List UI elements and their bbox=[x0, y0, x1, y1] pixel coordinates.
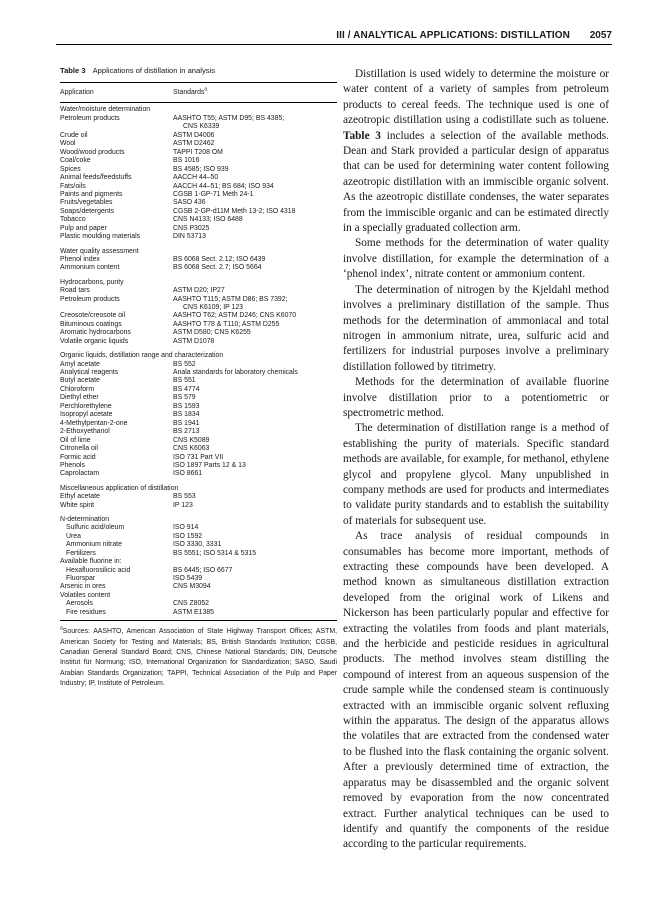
table-row bbox=[60, 592, 337, 600]
table-row bbox=[60, 140, 337, 148]
table-cell-application: Perchlorethylene bbox=[60, 402, 112, 410]
paragraph bbox=[343, 67, 609, 236]
table-cell-application: Road tars bbox=[60, 287, 90, 295]
table-bottom-rule bbox=[60, 620, 337, 621]
table-row bbox=[60, 411, 337, 419]
table-cell-application: Ammonium nitrate bbox=[66, 541, 122, 549]
table-row bbox=[60, 329, 337, 337]
table-column-headers bbox=[60, 83, 337, 102]
table-section-heading: Water quality assessment bbox=[60, 247, 139, 255]
table-row bbox=[60, 256, 337, 264]
table-section-heading: Hydrocarbons, purity bbox=[60, 278, 124, 286]
table-cell-standards: BS 2713 bbox=[173, 428, 200, 436]
table-row bbox=[60, 524, 337, 532]
table-cell-standards: CNS Z8052 bbox=[173, 600, 210, 608]
table-cell-standards: BS 1834 bbox=[173, 411, 200, 419]
table-cell-standards: BS 552 bbox=[173, 360, 196, 368]
table-row bbox=[60, 420, 337, 428]
table-row bbox=[60, 361, 337, 369]
table-cell-application: Sulfuric acid/oleum bbox=[66, 524, 125, 532]
table-cell-application: Arsenic in ores bbox=[60, 583, 106, 591]
table-cell-standards: BS 579 bbox=[173, 394, 196, 402]
table-row bbox=[60, 123, 337, 131]
table-cell-application: Diethyl ether bbox=[60, 394, 99, 402]
table-cell-application: Pulp and paper bbox=[60, 224, 107, 232]
table-cell-standards: BS 553 bbox=[173, 493, 196, 501]
table-row bbox=[60, 183, 337, 191]
footnote-marker: a bbox=[60, 625, 63, 632]
table-cell-application: White spirit bbox=[60, 501, 95, 509]
table-row bbox=[60, 386, 337, 394]
table-cell-standards bbox=[173, 558, 337, 566]
table-label: Table 3 bbox=[60, 66, 86, 75]
table-cell-application: Crude oil bbox=[60, 131, 88, 139]
column-header-footnote-marker: a bbox=[204, 86, 208, 93]
table-row bbox=[60, 321, 337, 329]
table-cell-standards: ISO 914 bbox=[173, 524, 199, 532]
paragraph: The determination of distillation range is a method of establishing the purity of materials. Specific standard methods are available, for example, for methanol, ethylene glycol and propylene glycol. Many unpublished in company methods are used for products and intermediates to validate purity standards and to establish the suitability of materials for subsequent use. bbox=[343, 422, 609, 527]
table-cell-application: Aromatic hydrocarbons bbox=[60, 329, 131, 337]
running-head: III / ANALYTICAL APPLICATIONS: DISTILLATION bbox=[336, 30, 570, 41]
table-cell-standards: CGSB 1-GP-71 Meth 24-1 bbox=[173, 190, 254, 198]
table-cell-application: Petroleum products bbox=[60, 114, 120, 122]
table-cell-application: Aerosols bbox=[66, 600, 93, 608]
table-cell-application: Butyl acetate bbox=[60, 377, 100, 385]
table-cell-application: Paints and pigments bbox=[60, 190, 123, 198]
table-cell-application: Fire residues bbox=[66, 608, 106, 616]
table-cell-application: Petroleum products bbox=[60, 295, 120, 303]
table-cell-application: Spices bbox=[60, 165, 81, 173]
table-cell-standards: ISO 5439 bbox=[173, 575, 203, 582]
table-cell-standards: CGSB 2-GP-d11M Meth 13-2; ISO 4318 bbox=[173, 207, 296, 215]
table-row bbox=[60, 225, 337, 233]
table-row bbox=[60, 558, 337, 566]
body-text-column bbox=[343, 67, 609, 853]
table-cell-standards: BS 6068 Sect. 2.7; ISO 5664 bbox=[173, 264, 262, 272]
table-footnote bbox=[60, 627, 337, 689]
table-cell-standards: SASO 436 bbox=[173, 199, 206, 207]
table-cell-application: Ammonium content bbox=[60, 264, 120, 272]
table-cell-standards: ASTM D20; IP27 bbox=[173, 287, 225, 295]
table-cell-application: 2-Ethoxyethanol bbox=[60, 428, 110, 436]
table-row bbox=[60, 132, 337, 140]
table-cell-application: Tobacco bbox=[60, 216, 86, 224]
table-cell-standards bbox=[173, 592, 337, 600]
paragraph: The determination of nitrogen by the Kjeldahl method involves a preliminary distillation of the sample. Thus methods for the determination of ammoniacal and total nitrogen in ammonium nitrate, urea, sulfuric acid and fertilizers for industrial purposes involve a preliminary distillation followed by titrimetry. bbox=[343, 283, 609, 373]
table-row bbox=[60, 583, 337, 591]
column-header-standards bbox=[173, 86, 337, 97]
table-row bbox=[60, 600, 337, 608]
table-cell-standards: ISO 3330, 3331 bbox=[173, 541, 222, 549]
table-cell-application: Citronella oil bbox=[60, 445, 98, 453]
table-cell-standards: DIN 53713 bbox=[173, 233, 206, 241]
table-row bbox=[60, 157, 337, 165]
table-row bbox=[60, 575, 337, 583]
table-cell-standards: BS 5551; ISO 5314 & 5315 bbox=[173, 549, 257, 557]
table-cell-standards: AACCH 44–51; BS 684; ISO 934 bbox=[173, 182, 274, 190]
table-reference-link[interactable]: Table 3 bbox=[343, 129, 381, 142]
table-row bbox=[60, 550, 337, 558]
table-cell-standards: AACCH 44–50 bbox=[173, 174, 219, 182]
table-cell-standards: ASTM D4006 bbox=[173, 131, 215, 139]
table-row bbox=[60, 454, 337, 462]
table-row bbox=[60, 216, 337, 224]
paragraph-text: Distillation is used widely to determine the moisture or water content of a variety of samples from petroleum products to cereal feeds. The technique used is one of azeotropic distillation using a codistillate such as toluene. bbox=[343, 68, 609, 127]
table-row bbox=[60, 437, 337, 445]
table-cell-application: Formic acid bbox=[60, 453, 96, 461]
table-cell-standards: IP 123 bbox=[173, 501, 193, 509]
table-row bbox=[60, 609, 337, 617]
table-caption bbox=[60, 67, 337, 75]
table-row bbox=[60, 208, 337, 216]
table-row bbox=[60, 533, 337, 541]
table-cell-application: Volatile organic liquids bbox=[60, 337, 129, 345]
table-section-heading: Water/moisture determination bbox=[60, 106, 151, 114]
table-row bbox=[60, 264, 337, 272]
page-header bbox=[56, 30, 612, 45]
table-cell-standards: ASTM E1385 bbox=[173, 608, 214, 616]
table-title: Applications of distillation in analysis bbox=[92, 66, 216, 75]
table-cell-standards: ASTM D1078 bbox=[173, 337, 215, 345]
table-row bbox=[60, 233, 337, 241]
table-cell-application: Fruits/vegetables bbox=[60, 199, 113, 207]
table-cell-application bbox=[60, 304, 173, 312]
table-row bbox=[60, 312, 337, 320]
table-cell-standards: ASTM D2462 bbox=[173, 140, 215, 148]
table-cell-standards: AASHTO T115; ASTM D86; BS 7392; bbox=[173, 295, 288, 303]
table-cell-application: Ethyl acetate bbox=[60, 493, 100, 501]
table-row bbox=[60, 199, 337, 207]
column-header-standards-text: Standards bbox=[173, 88, 205, 96]
table-row bbox=[60, 493, 337, 501]
table-cell-application: Phenols bbox=[60, 461, 85, 469]
table-cell-standards: CNS N4133; ISO 6488 bbox=[173, 216, 243, 224]
table-cell-standards: CNS M3094 bbox=[173, 583, 211, 591]
table-cell-application: Soaps/detergents bbox=[60, 207, 115, 215]
table-cell-application: Hexafluorosilicic acid bbox=[66, 566, 131, 574]
table-cell-application: Wood/wood products bbox=[60, 148, 125, 156]
table-cell-application: Fats/oils bbox=[60, 182, 86, 190]
table-cell-standards: TAPPI T208 OM bbox=[173, 148, 223, 156]
table-cell-application: Volatiles content bbox=[60, 591, 111, 599]
table-section-heading: Organic liquids, distillation range and characterization bbox=[60, 352, 224, 360]
table-row bbox=[60, 287, 337, 295]
table-cell-application: Chloroform bbox=[60, 385, 95, 393]
table-cell-application: Oil of lime bbox=[60, 436, 91, 444]
table-cell-standards: BS 6068 Sect. 2.12; ISO 6439 bbox=[173, 255, 266, 263]
table-cell-standards: CNS K6063 bbox=[173, 445, 210, 453]
table-cell-standards: BS 6445; ISO 6677 bbox=[173, 566, 233, 574]
table-cell-standards: ISO 1897 Parts 12 & 13 bbox=[173, 461, 246, 469]
table-section-heading: Miscellaneous application of distillation bbox=[60, 484, 179, 492]
table-body bbox=[60, 106, 337, 617]
table-cell-application: Bituminous coatings bbox=[60, 320, 122, 328]
table-cell-application: Fluorspar bbox=[66, 575, 96, 582]
table-3 bbox=[60, 67, 337, 689]
table-cell-standards: AASHTO T78 & T110; ASTM D255 bbox=[173, 320, 280, 328]
table-cell-standards: Anala standards for laboratory chemicals bbox=[173, 368, 298, 376]
table-cell-application: Caprolactam bbox=[60, 470, 100, 478]
table-cell-application: Animal feeds/feedstuffs bbox=[60, 174, 132, 182]
table-cell-application: Creosote/creosote oil bbox=[60, 312, 126, 320]
table-cell-application: Plastic moulding materials bbox=[60, 233, 141, 241]
table-row bbox=[60, 296, 337, 304]
table-cell-application bbox=[60, 123, 173, 131]
table-row bbox=[60, 394, 337, 402]
table-cell-standards: AASHTO T62; ASTM D246; CNS K6070 bbox=[173, 312, 297, 320]
table-row bbox=[60, 567, 337, 575]
table-cell-standards: BS 1016 bbox=[173, 157, 200, 165]
table-cell-standards: ISO 8661 bbox=[173, 470, 203, 478]
table-cell-standards: ISO 731 Part VII bbox=[173, 453, 224, 461]
table-row bbox=[60, 115, 337, 123]
table-cell-application: Phenol index bbox=[60, 255, 100, 263]
table-cell-application: Amyl acetate bbox=[60, 360, 100, 368]
table-row bbox=[60, 502, 337, 510]
paragraph: As trace analysis of residual compounds in consumables has become more important, methods of extracting these compounds have been developed. A method known as simultaneous distillation extraction developed from the original work of Likens and Nickerson has been particularly popular and effective for extracting the volatiles from foods and plant materials, and the herbicide and pesticide residues in agricultural products. The method involves steam distilling the compound of interest from an aqueous suspension of the crude sample while the condensed steam is continuously extracted with an immiscible organic solvent refluxing within the apparatus. The design of the apparatus allows the volatiles that are extracted from the condensed water to be flushed into the flask containing the organic solvent. After a previously determined time of extraction, the apparatus may be disassembled and the organic solvent removed by evaporation from the now concentrated extract. Further analytical techniques can be used to identify and quantify the components of the residue according to the particular requirements. bbox=[343, 530, 609, 851]
table-row bbox=[60, 470, 337, 478]
table-cell-application: 4-Methylpentan-2-one bbox=[60, 419, 128, 427]
table-row bbox=[60, 304, 337, 312]
paragraph: Methods for the determination of available fluorine involve distillation prior to a potentiometric or spectrometric method. bbox=[343, 376, 609, 419]
page-number: 2057 bbox=[589, 30, 612, 41]
table-cell-application: Isopropyl acetate bbox=[60, 411, 113, 419]
table-cell-standards: BS 1593 bbox=[173, 402, 200, 410]
table-cell-standards: BS 4585; ISO 939 bbox=[173, 165, 229, 173]
table-cell-application: Wool bbox=[60, 140, 76, 148]
table-row bbox=[60, 338, 337, 346]
table-row bbox=[60, 191, 337, 199]
table-section-heading: N-determination bbox=[60, 515, 110, 523]
table-row bbox=[60, 445, 337, 453]
table-cell-application: Analytical reagents bbox=[60, 368, 119, 376]
table-row bbox=[60, 166, 337, 174]
table-cell-standards: BS 4774 bbox=[173, 385, 200, 393]
table-row bbox=[60, 462, 337, 470]
table-cell-standards: CNS K5089 bbox=[173, 436, 210, 444]
table-cell-standards: ISO 1592 bbox=[173, 532, 203, 540]
table-row bbox=[60, 149, 337, 157]
column-header-application: Application bbox=[60, 88, 94, 96]
table-cell-application: Fertilizers bbox=[66, 549, 96, 557]
table-cell-standards: BS 551 bbox=[173, 377, 196, 385]
table-cell-standards: AASHTO T55; ASTM D95; BS 4385; bbox=[173, 114, 285, 122]
table-row bbox=[60, 428, 337, 436]
table-header-rule bbox=[60, 102, 337, 103]
table-cell-standards: CNS K6339 bbox=[183, 123, 220, 131]
table-cell-standards: BS 1941 bbox=[173, 419, 200, 427]
table-cell-application: Available fluorine in: bbox=[60, 558, 122, 566]
footnote-text: Sources: AASHTO, American Association of State Highway Transport Offices; ASTM, American Society for Testing and Materials; BS, British Standards Institution; CGSB, Canadian General Standard Board; CNS, Chinese National Standards; DIN, Deutsche Institut für Normung; ISO, International Organization for Standardization; SASO, Saudi Arabian Standards Organization; TAPPI, Technical Association of the Pulp and Paper Industry; IP, Institute of Petroleum. bbox=[60, 628, 337, 687]
table-row bbox=[60, 541, 337, 549]
table-cell-application: Coal/coke bbox=[60, 157, 91, 165]
table-row bbox=[60, 174, 337, 182]
table-row bbox=[60, 403, 337, 411]
table-cell-standards: ASTM D580; CNS K6255 bbox=[173, 329, 251, 337]
table-row bbox=[60, 369, 337, 377]
table-cell-standards: CNS P3025 bbox=[173, 224, 210, 232]
paragraph-text: includes a selection of the available methods. Dean and Stark provided a particular design of apparatus that can be used for determining water content following azeotropic distillation with an immiscible organic solvent. As the azeotropic distillate condenses, the water separates from the immiscible organic and can be estimated directly in a specially graduated collection arm. bbox=[343, 129, 609, 235]
table-cell-standards: CNS K6109; IP 123 bbox=[183, 304, 244, 312]
table-row bbox=[60, 377, 337, 385]
table-cell-application: Urea bbox=[66, 532, 81, 540]
paragraph: Some methods for the determination of water quality involve distillation, for example the determination of a ‘phenol index’, nitrate content or ammonium content. bbox=[343, 237, 609, 281]
